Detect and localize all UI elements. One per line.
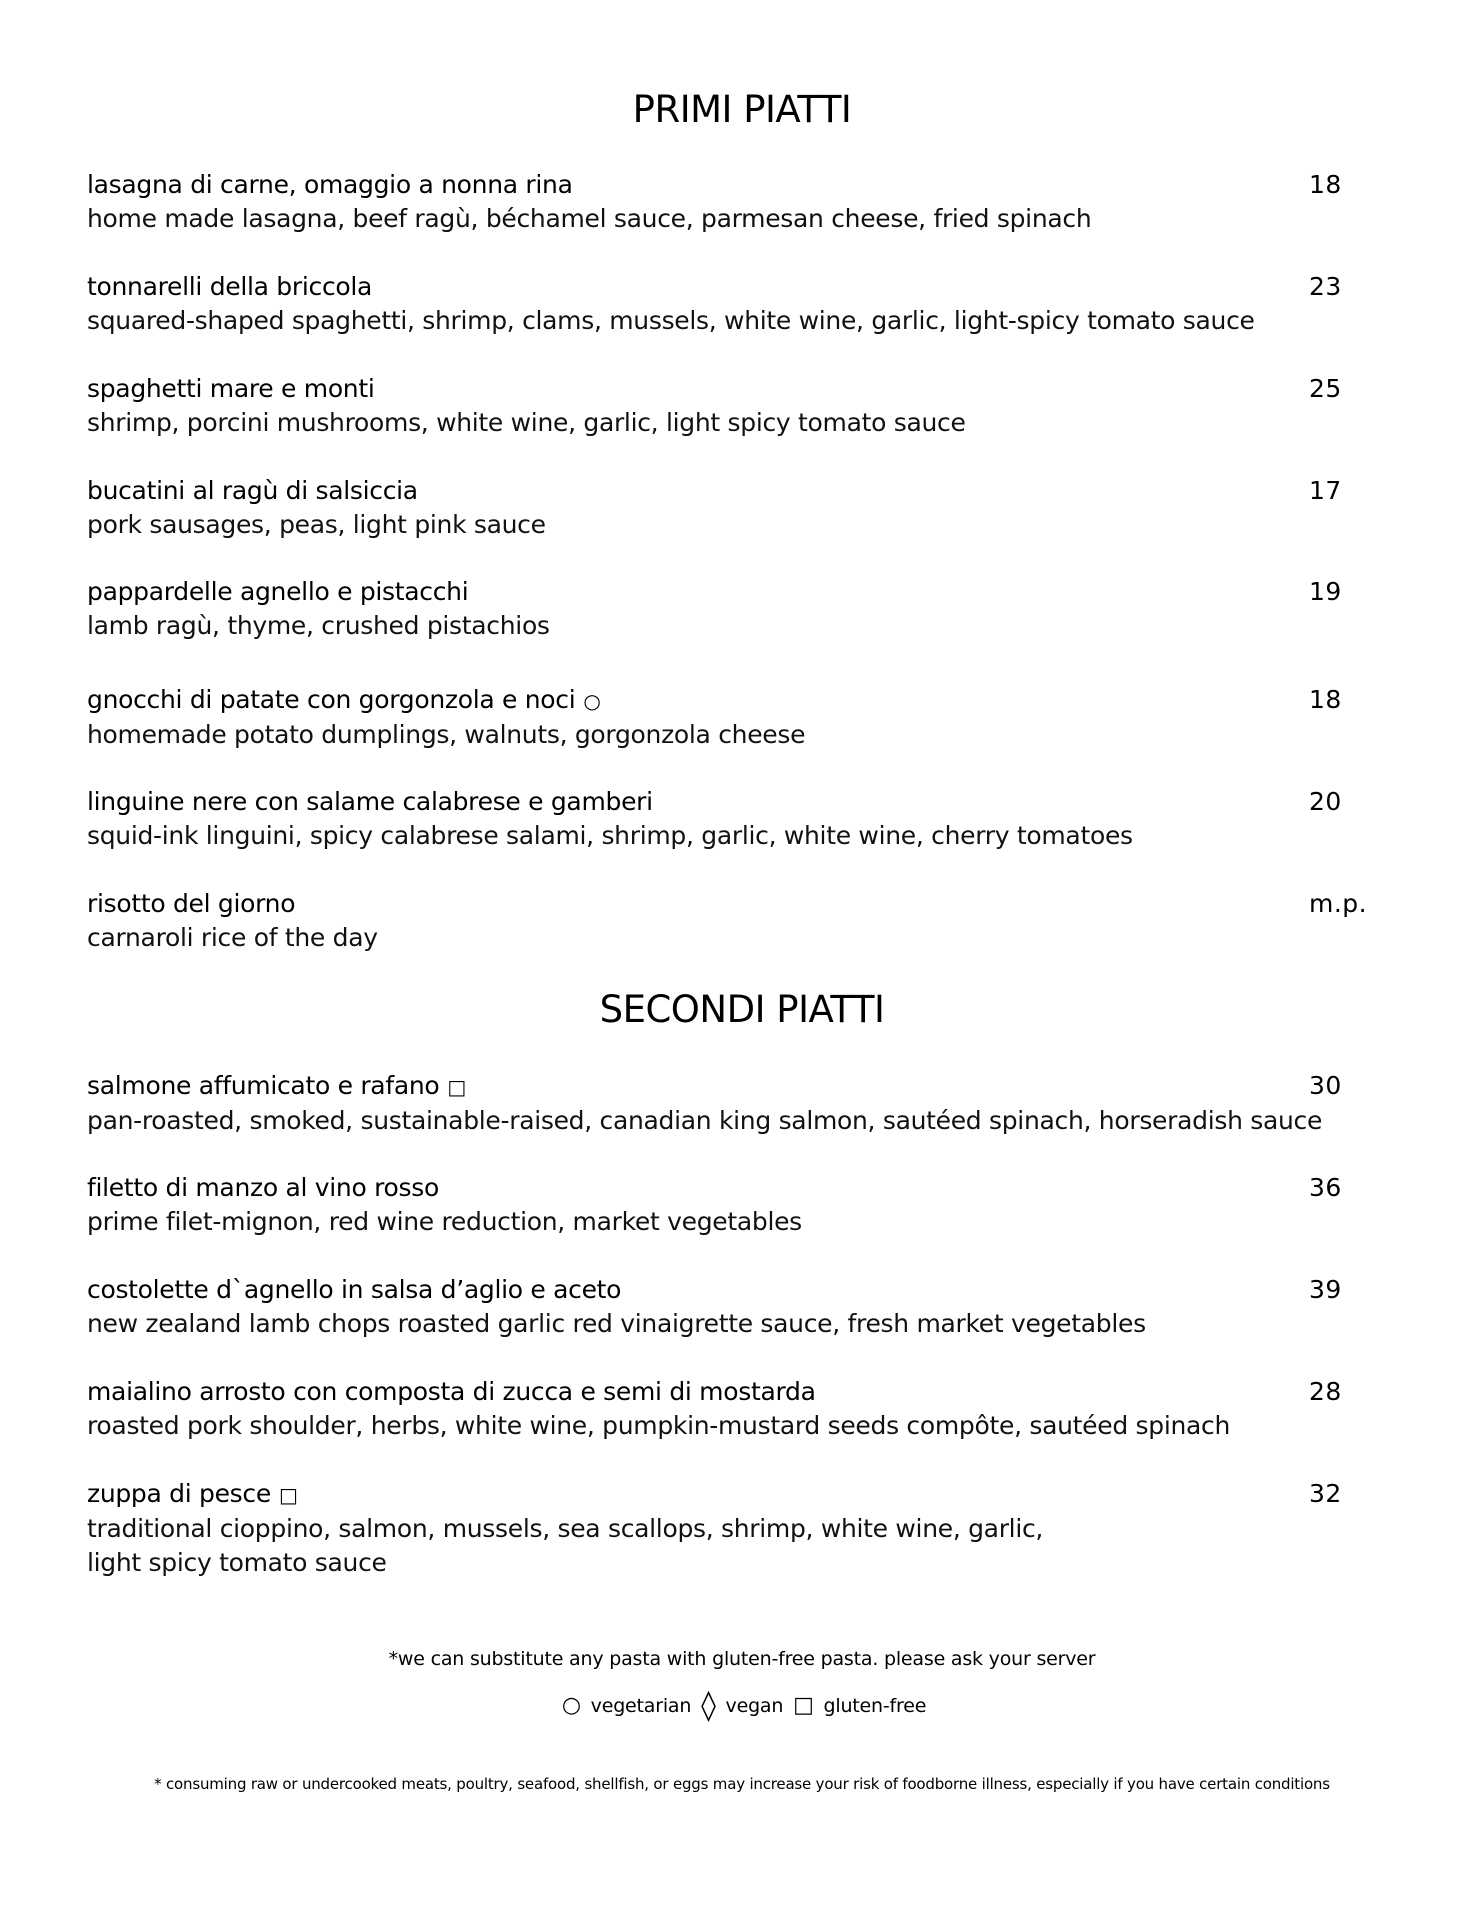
item-price: 39 xyxy=(1309,1275,1342,1304)
item-description: prime filet-mignon, red wine reduction, market vegetables xyxy=(87,1207,802,1236)
item-price: 36 xyxy=(1309,1173,1342,1202)
item-name: bucatini al ragù di salsiccia xyxy=(87,476,418,505)
item-description-continued: light spicy tomato sauce xyxy=(87,1548,387,1577)
item-description: homemade potato dumplings, walnuts, gorgonzola cheese xyxy=(87,720,806,749)
item-price: 32 xyxy=(1309,1479,1342,1508)
menu-item xyxy=(87,372,1387,440)
item-name: linguine nere con salame calabrese e gamberi xyxy=(87,787,653,816)
item-name: risotto del giorno xyxy=(87,889,296,918)
menu-item xyxy=(87,474,1387,542)
item-price: 25 xyxy=(1309,374,1342,403)
item-description: roasted pork shoulder, herbs, white wine, pumpkin-mustard seeds compôte, sautéed spinach xyxy=(87,1411,1231,1440)
item-name: maialino arrosto con composta di zucca e semi di mostarda xyxy=(87,1377,816,1406)
menu-item xyxy=(87,785,1387,853)
item-description: lamb ragù, thyme, crushed pistachios xyxy=(87,611,550,640)
gluten-free-icon: □ xyxy=(278,1483,298,1507)
item-price: 28 xyxy=(1309,1377,1342,1406)
item-price: 23 xyxy=(1309,272,1342,301)
vegetarian-icon: ○ xyxy=(583,689,601,713)
menu-item xyxy=(87,1477,1387,1580)
section-title-secondi: SECONDI PIATTI xyxy=(599,988,885,1031)
legend-gluten-free-label: gluten-free xyxy=(823,1695,927,1717)
item-description: home made lasagna, beef ragù, béchamel sauce, parmesan cheese, fried spinach xyxy=(87,204,1092,233)
item-name: salmone affumicato e rafano □ xyxy=(87,1071,466,1100)
dietary-legend xyxy=(0,1688,1484,1723)
item-description: pan-roasted, smoked, sustainable-raised, canadian king salmon, sautéed spinach, horseradish sauce xyxy=(87,1106,1323,1135)
item-name: pappardelle agnello e pistacchi xyxy=(87,577,469,606)
item-price: 30 xyxy=(1309,1071,1342,1100)
item-description: new zealand lamb chops roasted garlic red vinaigrette sauce, fresh market vegetables xyxy=(87,1309,1146,1338)
menu-item xyxy=(87,1273,1387,1341)
item-name: filetto di manzo al vino rosso xyxy=(87,1173,439,1202)
menu-item xyxy=(87,1375,1387,1443)
menu-item xyxy=(87,575,1387,643)
item-description: shrimp, porcini mushrooms, white wine, garlic, light spicy tomato sauce xyxy=(87,408,966,437)
menu-item xyxy=(87,1069,1387,1138)
item-description: squared-shaped spaghetti, shrimp, clams, mussels, white wine, garlic, light-spicy tomato sauce xyxy=(87,306,1255,335)
vegan-icon: ◊ xyxy=(701,1688,716,1723)
item-name: lasagna di carne, omaggio a nonna rina xyxy=(87,170,573,199)
menu-item xyxy=(87,1171,1387,1239)
item-price: m.p. xyxy=(1309,889,1368,918)
section-title-primi: PRIMI PIATTI xyxy=(632,88,852,131)
item-price: 17 xyxy=(1309,476,1342,505)
item-description: squid-ink linguini, spicy calabrese salami, shrimp, garlic, white wine, cherry tomatoes xyxy=(87,821,1133,850)
item-price: 19 xyxy=(1309,577,1342,606)
menu-item xyxy=(87,270,1387,338)
item-name: tonnarelli della briccola xyxy=(87,272,373,301)
gluten-free-icon: □ xyxy=(447,1075,466,1099)
item-price: 18 xyxy=(1309,170,1342,199)
menu-item xyxy=(87,887,1387,955)
item-name: spaghetti mare e monti xyxy=(87,374,375,403)
item-price: 18 xyxy=(1309,685,1342,714)
vegetarian-icon: ○ xyxy=(561,1693,581,1718)
food-safety-disclaimer: * consuming raw or undercooked meats, poultry, seafood, shellfish, or eggs may increase your risk of foodborne illness, especially if you have certain conditions xyxy=(154,1775,1330,1793)
item-name: costolette d`agnello in salsa d’aglio e aceto xyxy=(87,1275,622,1304)
gluten-free-icon: □ xyxy=(793,1693,814,1718)
menu-item xyxy=(87,168,1387,236)
item-description: traditional cioppino, salmon, mussels, sea scallops, shrimp, white wine, garlic, xyxy=(87,1514,1044,1543)
legend-vegan-label: vegan xyxy=(725,1695,784,1717)
gluten-free-note: *we can substitute any pasta with gluten-free pasta. please ask your server xyxy=(388,1648,1096,1670)
item-name: zuppa di pesce □ xyxy=(87,1479,298,1508)
legend-vegetarian-label: vegetarian xyxy=(590,1695,692,1717)
item-price: 20 xyxy=(1309,787,1342,816)
item-description: pork sausages, peas, light pink sauce xyxy=(87,510,546,539)
item-name: gnocchi di patate con gorgonzola e noci ○ xyxy=(87,685,601,714)
item-description: carnaroli rice of the day xyxy=(87,923,378,952)
menu-item xyxy=(87,683,1387,752)
